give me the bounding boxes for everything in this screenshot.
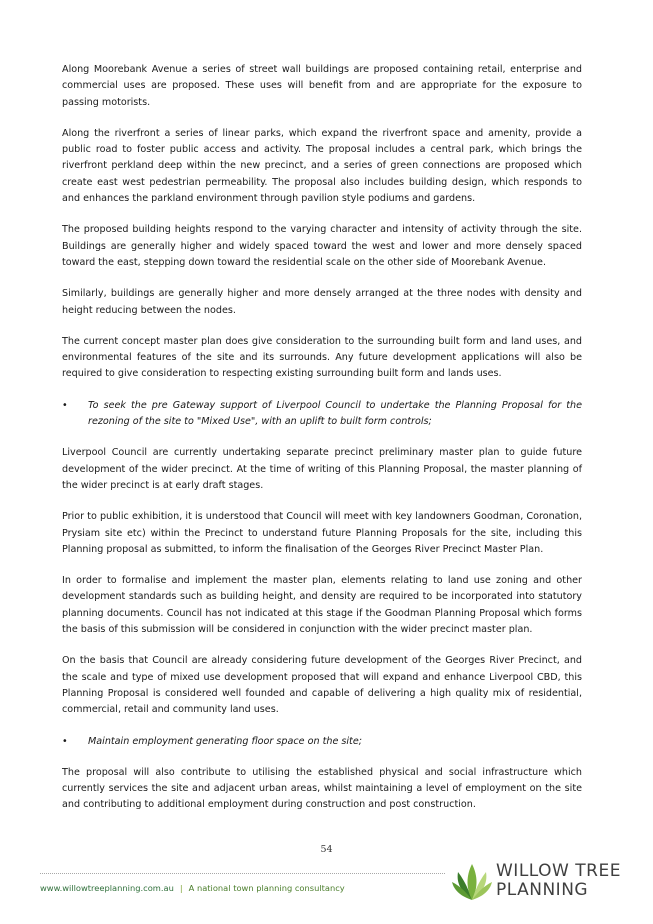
page-number: 54 <box>320 844 333 855</box>
willow-tree-leaf-icon <box>452 862 492 902</box>
footer-separator: | <box>179 883 183 893</box>
paragraph: Prior to public exhibition, it is understood that Council will meet with key landowners Goodman, Coronation, Prysiam site etc) within the Precinct to understand future Planning Proposals for the site, including this Planning proposal as submitted, to inform the finalisation of the Georges River Precinct Master Plan. <box>62 511 582 555</box>
footer <box>40 883 345 893</box>
paragraph: Along the riverfront a series of linear parks, which expand the riverfront space and amenity, provide a public road to foster public access and activity. The proposal includes a central park, which brings the riverfront perkland deep within the new precinct, and a series of green connections are proposed which create east west pedestrian permeability. The proposal also includes building design, which responds to and enhances the parkland environment through pavilion style podiums and gardens. <box>62 127 582 205</box>
logo-line-1: WILLOW TREE <box>496 861 621 881</box>
paragraph: Liverpool Council are currently undertaking separate precinct preliminary master plan to guide future development of the wider precinct. At the time of writing of this Planning Proposal, the master planning of the wider precinct is at early draft stages. <box>62 447 582 491</box>
logo-wordmark <box>496 862 621 900</box>
paragraph: The proposed building heights respond to the varying character and intensity of activity through the site. Buildings are generally higher and widely spaced toward the west and lower and more densely spaced toward the east, stepping down toward the residential scale on the other side of Moorebank Avenue. <box>62 224 582 268</box>
bullet-item <box>62 398 582 431</box>
paragraph: Similarly, buildings are generally higher and more densely arranged at the three nodes with density and height reducing between the nodes. <box>62 288 582 316</box>
paragraph: Along Moorebank Avenue a series of street wall buildings are proposed containing retail, enterprise and commercial uses are proposed. These uses will benefit from and are appropriate for the exposure to passing motorists. <box>62 64 582 108</box>
paragraph: The current concept master plan does give consideration to the surrounding built form and land uses, and environmental features of the site and its surrounds. Any future development applications will also be required to give consideration to respecting existing surrounding built form and lands uses. <box>62 335 582 380</box>
paragraph: On the basis that Council are already considering future development of the Georges River Precinct, and the scale and type of mixed use development proposed that will expand and enhance Liverpool CBD, this Planning Proposal is considered well founded and capable of delivering a high quality mix of residential, commercial, retail and community land uses. <box>62 655 582 716</box>
document-body <box>62 62 582 829</box>
website-link[interactable]: www.willowtreeplanning.com.au <box>40 883 174 893</box>
logo-line-2: PLANNING <box>496 880 589 900</box>
bullet-text: To seek the pre Gateway support of Liverpool Council to undertake the Planning Proposal for the rezoning of the site to "Mixed Use", with an uplift to built form controls; <box>88 399 582 428</box>
paragraph: In order to formalise and implement the master plan, elements relating to land use zoning and other development standards such as building height, and density are required to be incorporated into statutory planning documents. Council has not indicated at this stage if the Goodman Planning Proposal which forms the basis of this submission will be considered in conjunction with the wider precinct master plan. <box>62 575 582 636</box>
company-logo <box>452 858 627 906</box>
paragraph: The proposal will also contribute to utilising the established physical and social infrastructure which currently services the site and adjacent urban areas, whilst maintaining a level of employment on the site and contributing to additional employment during construction and post construction. <box>62 766 582 811</box>
footer-divider <box>40 873 445 874</box>
bullet-icon: • <box>62 399 68 411</box>
bullet-icon: • <box>62 735 68 747</box>
bullet-item <box>62 734 582 750</box>
footer-tagline: A national town planning consultancy <box>188 883 345 893</box>
bullet-text: Maintain employment generating floor space on the site; <box>88 735 362 747</box>
